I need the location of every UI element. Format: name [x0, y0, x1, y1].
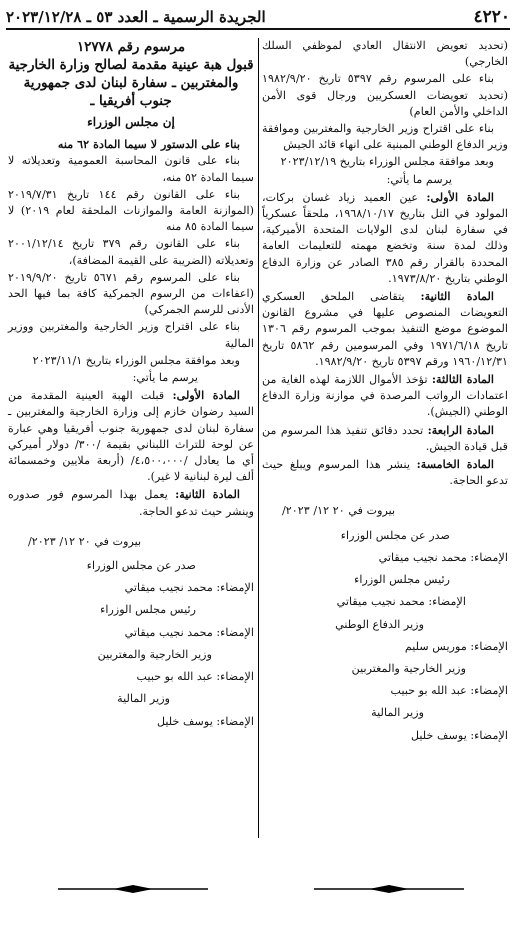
decree-subtitle: قبول هبة عينية مقدمة لصالح وزارة الخارجية والمغتربين ـ سفارة لبنان لدى جمهورية جنوب أفريقيا ـ	[8, 57, 254, 109]
signature-line: الإمضاء: يوسف خليل	[156, 714, 254, 728]
article-text: تحدد دقائق تنفيذ هذا المرسوم من قبل قيادة الجيش.	[262, 423, 508, 453]
paragraph: بناء على اقتراح وزير الخارجية والمغتربين ووزير المالية	[8, 320, 254, 350]
decree-title: مرسوم رقم ١٢٧٧٨	[76, 39, 186, 55]
article-text: يتقاضى الملحق العسكري التعويضات المنصوص عليها في مشروع القانون الموضوع موضع التنفيذ بموجب المرسوم رقم ١٣٠٦ تاريخ ١٩٧١/٦/١٨ وفي المرسومين رقم ٥٨٦٢ تاريخ ١٩٦٠/١٢/٣١ ورقم ٥٣٩٧ تاريخ ١٩٨٢/٩/٢٠.	[262, 290, 508, 368]
decree-formula: يرسم ما يأتي:	[386, 172, 452, 186]
signature-line: صدر عن مجلس الوزراء	[340, 528, 450, 542]
article-text: تؤخذ الأموال اللازمة لهذه الغاية من اعتمادات الرواتب المرصدة في موازنة وزارة الدفاع الوطني (الجيش).	[262, 373, 508, 419]
article-label: المادة الرابعة:	[427, 422, 494, 437]
signing-date: بيروت في ٢٠ ١٢/ ٢٠٢٣/	[282, 504, 396, 518]
page-header	[6, 6, 510, 30]
article-5	[262, 456, 508, 489]
article-text: ينشر هذا المرسوم ويبلغ حيث تدعو الحاجة.	[262, 458, 508, 488]
decree-formula: يرسم ما يأتي:	[132, 371, 198, 385]
gazette-issue-line: الجريدة الرسمية ـ العدد ٥٣ ـ ٢٠٢٣/١٢/٢٨	[6, 8, 266, 26]
legal-basis: بناء على الدستور لا سيما المادة ٦٢ منه	[57, 137, 240, 152]
column-divider	[258, 38, 259, 838]
paragraph: بناء على المرسوم رقم ٥٦٧١ تاريخ ٢٠١٩/٩/٢٠ (اعفاءات من الرسوم الجمركية كافة بما فيها الحد الأدنى للرسم الجمركي)	[8, 270, 254, 317]
article-label: المادة الثانية:	[175, 487, 240, 502]
article-1	[262, 189, 508, 287]
paragraph: بناء على اقتراح وزير الخارجية والمغتربين وموافقة وزير الدفاع الوطني المبنية على انهاء قائد الجيش	[262, 122, 508, 152]
article-2	[8, 486, 254, 519]
article-label: المادة الأولى:	[426, 189, 494, 204]
signature-line: رئيس مجلس الوزراء	[100, 603, 196, 617]
article-label: المادة الثالثة:	[431, 372, 494, 387]
paragraph: بناء على القانون رقم ٣٧٩ تاريخ ٢٠٠١/١٢/١٤ وتعديلاته (الضريبة على القيمة المضافة)،	[8, 237, 254, 267]
end-of-decree-ornament	[314, 884, 464, 894]
article-text: عين العميد زياد غسان بركات، المولود في التل بتاريخ ١٩٦٨/١٠/١٧، ملحقاً عسكرياً في سفارة لبنان لدى الولايات المتحدة الأميركية، وذلك لمدة سنة وتخضع مهمته للتعليمات العامة المحددة بالقرار رقم ٣٨٥ الصادر عن وزارة الدفاع الوطني بتاريخ ١٩٧٣/٨/٢٠.	[262, 190, 508, 285]
article-3	[262, 371, 508, 421]
signature-line: وزير المالية	[117, 692, 170, 706]
article-label: المادة الخامسة:	[416, 457, 494, 472]
signature-line: وزير المالية	[371, 706, 424, 720]
signature-line: الإمضاء: عبد الله بو حبيب	[390, 684, 508, 698]
paragraph: بناء على المرسوم رقم ٥٣٩٧ تاريخ ١٩٨٢/٩/٢٠ (تحديد تعويضات العسكريين ورجال قوى الأمن الداخلي والأمن العام)	[262, 72, 508, 118]
page-number: ٤٢٢٠	[473, 7, 510, 27]
paragraph: وبعد موافقة مجلس الوزراء بتاريخ ٢٠٢٣/١١/١	[32, 353, 240, 367]
article-1	[8, 387, 254, 485]
paragraph: بناء على القانون رقم ١٤٤ تاريخ ٢٠١٩/٧/٣١ (الموازنة العامة والموازنات الملحقة لعام ٢٠١٩) لا سيما المادة ٨٥ منه	[8, 187, 254, 234]
signature-line: الإمضاء: موريس سليم	[404, 639, 508, 653]
article-2	[262, 288, 508, 370]
paragraph: وبعد موافقة مجلس الوزراء بتاريخ ٢٠٢٣/١٢/١٩	[280, 155, 494, 169]
signature-line: رئيس مجلس الوزراء	[354, 573, 450, 587]
signature-line: الإمضاء: محمد نجيب ميقاتي	[124, 581, 254, 595]
article-text: قبلت الهبة العينية المقدمة من السيد رضوان خازم إلى وزارة الخارجية والمغتربين ـ سفارة لبنان لدى جمهورية جنوب أفريقيا وهي عبارة عن لوحة للتراث اللبناني بقيمة /٣٠٠/ دولار أميركي أي ما يعادل /٤،٥٠٠،٠٠٠/ (أربعة ملايين وخمسمائة ألف ليرة لبنانية لا غير).	[8, 389, 254, 484]
paragraph: (تحديد تعويض الانتقال العادي لموظفي السلك الخارجي)	[262, 39, 508, 69]
signature-line: الإمضاء: محمد نجيب ميقاتي	[378, 550, 508, 564]
left-column	[8, 38, 254, 894]
signature-line: وزير الدفاع الوطني	[335, 617, 424, 631]
signature-line: الإمضاء: يوسف خليل	[410, 728, 508, 742]
signature-line: صدر عن مجلس الوزراء	[86, 559, 196, 573]
right-column	[262, 38, 508, 894]
paragraph: بناء على قانون المحاسبة العمومية وتعديلاته لا سيما المادة ٥٢ منه،	[8, 154, 254, 184]
council-heading: إن مجلس الوزراء	[87, 115, 175, 129]
end-of-decree-ornament	[58, 884, 208, 894]
article-label: المادة الأولى:	[172, 388, 241, 403]
signing-date: بيروت في ٢٠ ١٢/ ٢٠٢٣/	[28, 534, 142, 548]
article-text: يعمل بهذا المرسوم فور صدوره وينشر حيث تدعو الحاجة.	[8, 488, 254, 518]
signature-line: الإمضاء: عبد الله بو حبيب	[136, 670, 254, 684]
signature-line: وزير الخارجية والمغتربين	[97, 647, 212, 661]
signature-line: وزير الخارجية والمغتربين	[351, 661, 466, 675]
article-4	[262, 422, 508, 455]
signature-line: الإمضاء: محمد نجيب ميقاتي	[336, 595, 466, 609]
article-label: المادة الثانية:	[420, 289, 494, 304]
signature-line: الإمضاء: محمد نجيب ميقاتي	[124, 625, 254, 639]
